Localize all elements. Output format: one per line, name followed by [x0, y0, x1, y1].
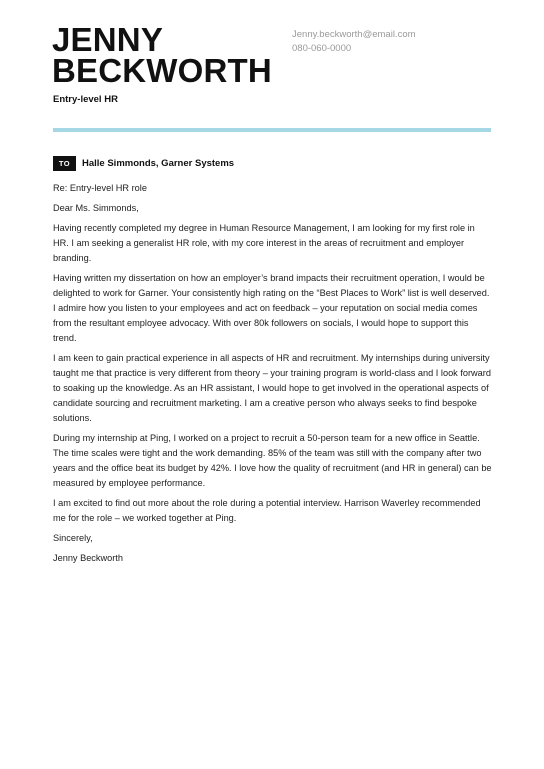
letter-body — [53, 181, 493, 571]
applicant-name — [52, 21, 272, 89]
letter-closing: Sincerely, — [53, 533, 93, 543]
recipient-name: Halle Simmonds, Garner Systems — [82, 158, 235, 169]
recipient-row — [53, 156, 234, 171]
letter-paragraph: Having written my dissertation on how an employer’s brand impacts their recruitment operation, I would be delighted to work for Garner. Your consistently high rating on the “Best Places to Work” list is well deserved. I admire how you listen to your employees and act on feedback – your reputation on social media comes from the resultant employee advocacy. With over 80k followers on socials, I would hope to support this trend. — [53, 273, 490, 343]
applicant-last-name: BECKWORTH — [52, 52, 272, 89]
accent-divider — [53, 128, 491, 132]
applicant-first-name: JENNY — [52, 21, 164, 58]
letter-paragraph: I am keen to gain practical experience in all aspects of HR and recruitment. My internships during university taught me that practice is very different from theory – your training program is world-class and I look forward to soaking up the knowledge. As an HR assistant, I would hope to get involved in the operational aspects of candidate sourcing and recruitment marketing. I am a creative person who always seeks to find bespoke solutions. — [53, 353, 491, 423]
letter-paragraph: I am excited to find out more about the role during a potential interview. Harrison Waverley recommended me for the role – we worked together at Ping. — [53, 498, 481, 523]
job-title: Entry-level HR — [53, 94, 118, 105]
letter-paragraph: During my internship at Ping, I worked on a project to recruit a 50-person team for a new office in Seattle. The time scales were tight and the work demanding. 85% of the team was still with the company after two years and the office beat its budget by 42%. I love how the quality of recruitment (and HR in general) can be measured by employee performance. — [53, 433, 492, 488]
contact-info — [292, 28, 416, 56]
to-badge: TO — [53, 156, 76, 171]
phone-text: 080-060-0000 — [292, 43, 352, 54]
letter-paragraph: Having recently completed my degree in Human Resource Management, I am looking for my first role in HR. I am seeking a generalist HR role, with my core interest in the areas of recruitment and employer branding. — [53, 223, 475, 263]
email-text: Jenny.beckworth@email.com — [292, 29, 416, 40]
letter-salutation: Dear Ms. Simmonds, — [53, 203, 139, 213]
letter-signature: Jenny Beckworth — [53, 553, 123, 563]
letter-subject: Re: Entry-level HR role — [53, 183, 147, 193]
